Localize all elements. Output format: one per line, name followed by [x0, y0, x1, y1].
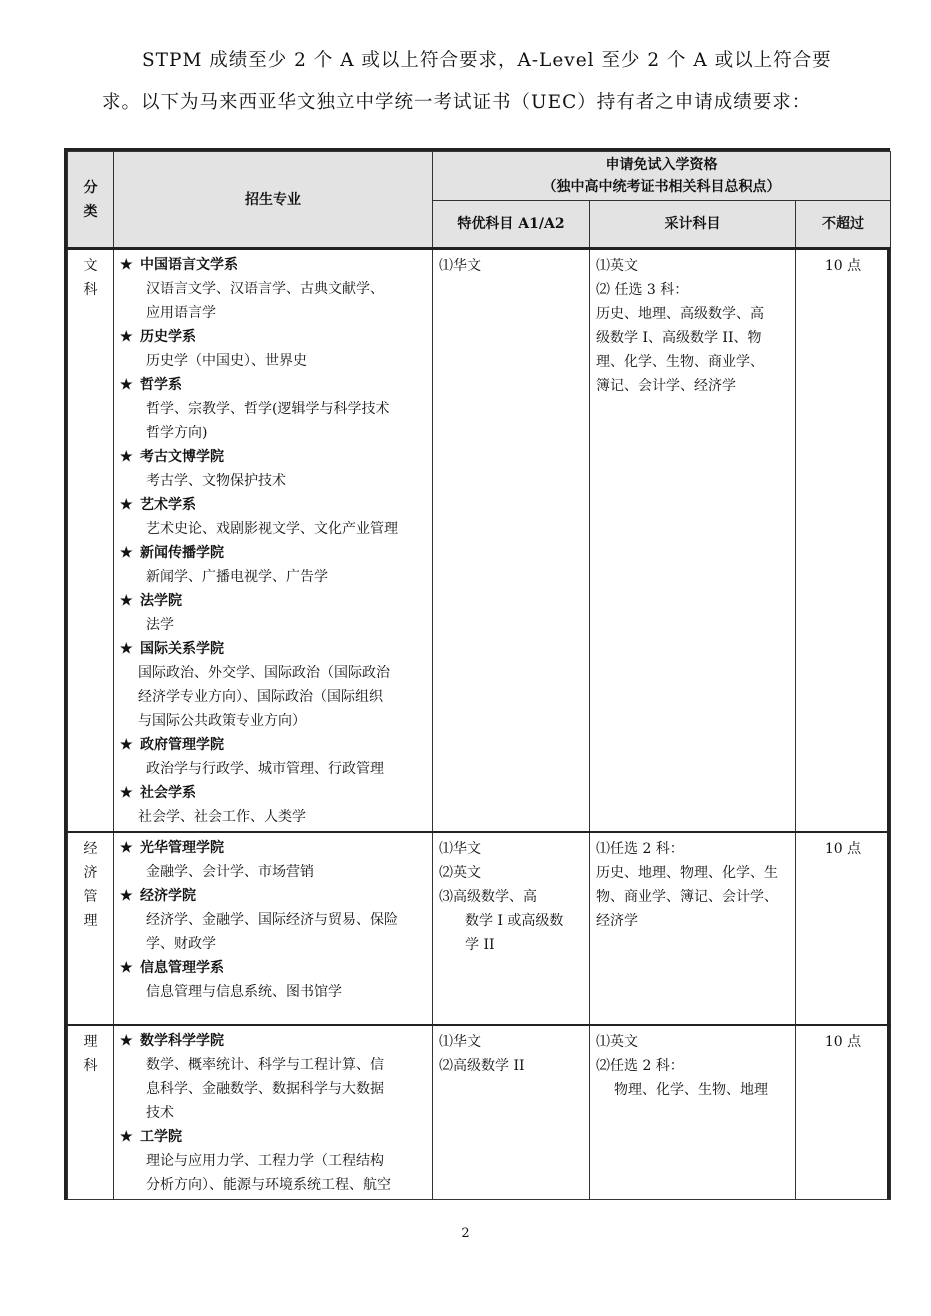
special-subjects-cell: ⑴华文 ⑵英文 ⑶高级数学、高 数学 I 或高级数 学 II — [433, 832, 590, 1025]
department-name: ★ 法学院 — [120, 589, 428, 613]
major-list: 数学、概率统计、科学与工程计算、信 — [146, 1057, 384, 1073]
major-list: 哲学方向) — [146, 425, 208, 441]
major-list: 与国际公共政策专业方向） — [138, 713, 306, 729]
major-list: 经济学专业方向）、国际政治（国际组织 — [138, 689, 383, 705]
star-icon: ★ — [120, 545, 133, 561]
page-number: 2 — [461, 1226, 470, 1241]
major-list: 法学 — [146, 617, 174, 633]
major-list: 技术 — [146, 1105, 174, 1121]
major-list: 理论与应用力学、工程力学（工程结构 — [146, 1153, 384, 1169]
header-major: 招生专业 — [114, 152, 433, 249]
major-list: 息科学、金融数学、数据科学与大数据 — [146, 1081, 384, 1097]
majors-cell — [114, 249, 433, 833]
admission-table — [64, 148, 890, 1200]
star-icon: ★ — [120, 840, 133, 856]
intro-line-1: STPM 成绩至少 2 个 A 或以上符合要求，A-Level 至少 2 个 A 或以上符合要 — [142, 50, 832, 71]
department-name: ★ 考古文博学院 — [120, 445, 428, 469]
star-icon: ★ — [120, 329, 133, 345]
department-name: ★ 数学科学学院 — [120, 1029, 428, 1053]
major-list: 政治学与行政学、城市管理、行政管理 — [146, 761, 384, 777]
department-name: ★ 中国语言文学系 — [120, 253, 428, 277]
department-name: ★ 艺术学系 — [120, 493, 428, 517]
majors-cell — [114, 1025, 433, 1200]
star-icon: ★ — [120, 497, 133, 513]
major-list: 国际政治、外交学、国际政治（国际政治 — [138, 665, 390, 681]
star-icon: ★ — [120, 1129, 133, 1145]
star-icon: ★ — [120, 785, 133, 801]
max-points-cell: 10 点 — [796, 249, 891, 833]
category-cell: 经 济 管 理 — [68, 832, 114, 1025]
department-name: ★ 社会学系 — [120, 781, 428, 805]
major-list: 哲学、宗教学、哲学(逻辑学与科学技术 — [146, 401, 390, 417]
table-row — [68, 1025, 891, 1200]
star-icon: ★ — [120, 737, 133, 753]
major-list: 汉语言文学、汉语言学、古典文献学、 — [146, 281, 384, 297]
header-counted-subjects: 采计科目 — [590, 201, 796, 249]
star-icon: ★ — [120, 257, 133, 273]
department-name: ★ 哲学系 — [120, 373, 428, 397]
counted-subjects-cell: ⑴英文 ⑵ 任选 3 科： 历史、地理、高级数学、高 级数学 I、高级数学 II、物 理、化学、生物、商业学、 簿记、会计学、经济学 — [590, 249, 796, 833]
star-icon: ★ — [120, 641, 133, 657]
special-subjects-cell: ⑴华文 — [433, 249, 590, 833]
department-name: ★ 光华管理学院 — [120, 836, 428, 860]
star-icon: ★ — [120, 888, 133, 904]
department-name: ★ 国际关系学院 — [120, 637, 428, 661]
category-cell: 理 科 — [68, 1025, 114, 1200]
star-icon: ★ — [120, 1033, 133, 1049]
major-list: 分析方向）、能源与环境系统工程、航空 — [146, 1177, 391, 1193]
major-list: 新闻学、广播电视学、广告学 — [146, 569, 328, 585]
major-list: 信息管理与信息系统、图书馆学 — [146, 984, 342, 1000]
major-list: 经济学、金融学、国际经济与贸易、保险 — [146, 912, 398, 928]
counted-subjects-cell: ⑴英文 ⑵任选 2 科： 物理、化学、生物、地理 — [590, 1025, 796, 1200]
department-name: ★ 历史学系 — [120, 325, 428, 349]
department-name: ★ 工学院 — [120, 1125, 428, 1149]
header-special-subjects: 特优科目 A1/A2 — [433, 201, 590, 249]
max-points-cell: 10 点 — [796, 1025, 891, 1200]
special-subjects-cell: ⑴华文 ⑵高级数学 II — [433, 1025, 590, 1200]
department-name: ★ 信息管理学系 — [120, 956, 428, 980]
star-icon: ★ — [120, 960, 133, 976]
star-icon: ★ — [120, 593, 133, 609]
table-row — [68, 249, 891, 833]
header-max-points: 不超过 — [796, 201, 891, 249]
major-list: 应用语言学 — [146, 305, 216, 321]
major-list: 艺术史论、戏剧影视文学、文化产业管理 — [146, 521, 398, 537]
department-name: ★ 政府管理学院 — [120, 733, 428, 757]
table-row — [68, 832, 891, 1025]
intro-paragraph — [102, 40, 867, 124]
max-points-cell: 10 点 — [796, 832, 891, 1025]
star-icon: ★ — [120, 377, 133, 393]
major-list: 学、财政学 — [146, 936, 216, 952]
department-name: ★ 新闻传播学院 — [120, 541, 428, 565]
majors-cell — [114, 832, 433, 1025]
intro-line-2: 求。以下为马来西亚华文独立中学统一考试证书（UEC）持有者之申请成绩要求： — [102, 92, 812, 113]
department-name: ★ 经济学院 — [120, 884, 428, 908]
major-list: 历史学（中国史）、世界史 — [146, 353, 307, 369]
category-cell: 文 科 — [68, 249, 114, 833]
counted-subjects-cell: ⑴任选 2 科： 历史、地理、物理、化学、生 物、商业学、簿记、会计学、 经济学 — [590, 832, 796, 1025]
header-category: 分 类 — [68, 152, 114, 249]
major-list: 社会学、社会工作、人类学 — [138, 809, 306, 825]
star-icon: ★ — [120, 449, 133, 465]
major-list: 金融学、会计学、市场营销 — [146, 864, 314, 880]
major-list: 考古学、文物保护技术 — [146, 473, 286, 489]
header-apply: 申请免试入学资格 （独中高中统考证书相关科目总积点） — [433, 152, 891, 201]
